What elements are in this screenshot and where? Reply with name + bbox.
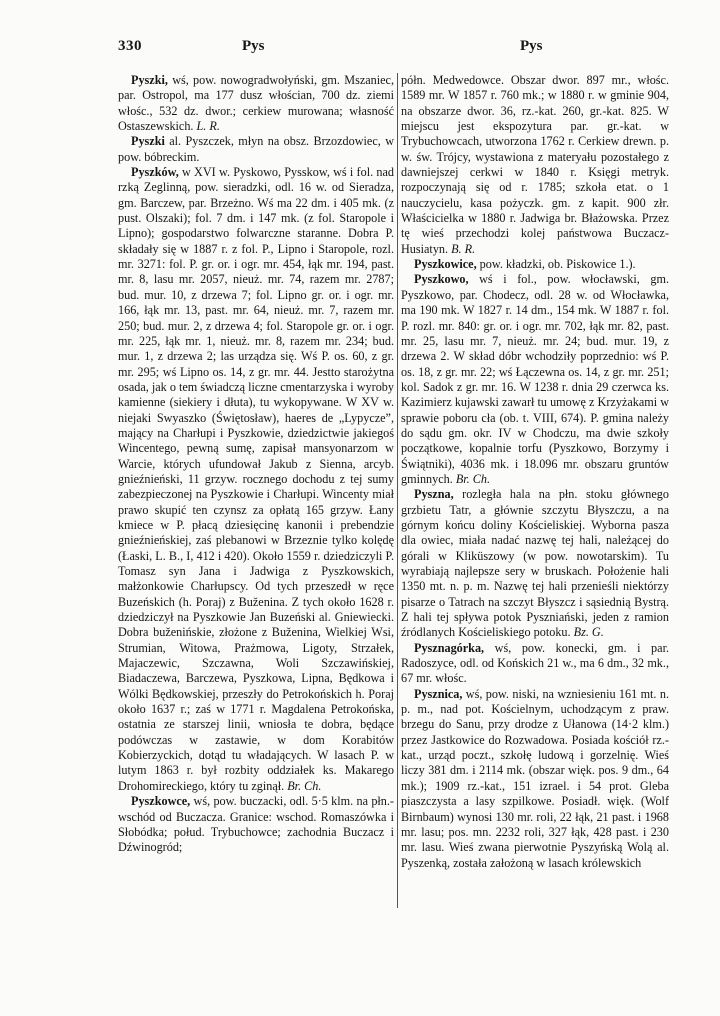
page-header bbox=[0, 38, 720, 60]
entry-pyszna bbox=[401, 487, 669, 640]
entry-signature: L. R. bbox=[196, 119, 220, 134]
entry-text: półn. Medwedowce. Obszar dwor. 897 mr., włośc. 1589 mr. W 1857 r. 760 mk.; w 1880 r. w gminie 904, na obszarze dwor. 36, rz.-kat. 260, gr.-kat. 825. W miejscu jest ekspozytura par. gr.-kat. w Trybuchowcach, utworzona 1762 r. Cerkiew drewn. p. w. św. Trójcy, wystawiona z materyału pozostałego z dawniejszej cerkwi w 1840 r. Księgi metryk. rozpoczynają się od r. 1785; szkoła etat. o 1 nauczycielu, kasa pożyczk. gm. z kapit. 900 złr. Właścicielka w 1880 r. Jadwiga br. Błażowska. Przez tę wieś przechodzi kolej państwowa Buczacz-Husiatyn. bbox=[401, 73, 669, 256]
entry-pyszkowce bbox=[118, 794, 394, 855]
entry-text: w XVI w. Pyskowo, Pysskow, wś i fol. nad rzką Zeglinną, pow. sieradzki, odl. 16 w. od Sieradza, gm. Barczew, par. Brzeżno. Wś ma 22 dm. i 405 mk. (z pust. Olszaki); fol. 7 dm. i 147 mk. (z fol. Staropole i Lipno); gospodarstwo folwarczne staranne. Dobra P. składały się w 1887 r. z fol. P., Lipno i Staropole, rozl. mr. 3271: fol. P. gr. or. i ogr. mr. 454, łąk mr. 194, past. mr. 8, lasu mr. 2057, nieuż. mr. 74, razem mr. 2787; bud. mur. 10, z drzewa 7; fol. Lipno gr. or. i ogr. mr. 166, łąk mr. 13, past. mr. 64, nieuż. mr. 7, razem mr. 250; bud. mur. 2, z drzewa 4; fol. Staropole gr. or. i ogr. mr. 225, łąk mr. 1, nieuż. mr. 8, razem mr. 234; bud. mur. 1, z drzewa 2; las urządza się. Wś P. os. 60, z gr. mr. 295; wś Lipno os. 14, z gr. mr. 44. Jestto starożytna osada, jak o tem świadczą liczne cmentarzyska i wyroby kamienne (siekiery i dłuta), tu wykopywane. W XV w. niejaki Swyaszko (Świętosław), haeres de „Lypycze”, mający na Charłupi i Pyszkowie, dziedzictwie jakiegoś Wincentego, pewną sumę, zapisał mansyonarzom w Warcie, których ufundował Jakub z Sienna, arcyb. gnieźnieński, 11 grzyw. rocznego dochodu z tej sumy zabezpieczonej na Pyszkowie i Charłupi. Wincenty miał prawo skupić ten czynsz za opłatą 165 grzyw. Łany kmiece w P. płacą dziesięcinę kanonii i prebendzie gnieźnieńskiej, zaś plebanowi w Brzeznie tylko kolędę (Łaski, L. B., I, 412 i 420). Około 1559 r. dziedziczyli P. Tomasz syn Jana i Jadwiga z Pyszkowskich, małżonkowie Charłupscy. Od tych przeszedł w ręce Buzeńskich (h. Poraj) z Buženina. Z tych około 1628 r. dziedziczył na Pyszkowie Jan Buzeński al. Gniewiecki. Dobra buženińskie, złożone z Buženina, Wielkiej Wsi, Strumian, Witowa, Prażmowa, Ligoty, Strzałek, Majaczewic, Szczawna, Woli Szczawińskiej, Biadaczewa, Barczewa, Pyszkowa, Lipna, Będkowa i Wólki Będkowskiej, przeszły do Petrokońskich h. Poraj około 1637 r.; zaś w 1771 r. Magdalena Petrokońska, ostatnia ze starszej linii, wniosła te dobra, będące podówczas w zastawie, w dom Korabitów Kobierzyckich, dotąd tu władających. W lasach P. w lutym 1863 r. był rozbity oddziałek ks. Makarego Drohomireckiego, który tu zginął. bbox=[118, 165, 394, 793]
left-column bbox=[118, 73, 394, 973]
entry-text: al. Pyszczek, młyn na obsz. Brzozdowiec, w pow. bóbreckim. bbox=[118, 134, 394, 164]
running-headword-right: Pys bbox=[520, 38, 543, 54]
entry-term: Pyszki bbox=[131, 134, 165, 149]
entry-pysznagorka bbox=[401, 641, 669, 687]
entry-term: Pyszki, bbox=[131, 73, 168, 87]
entry-term: Pyszków, bbox=[131, 165, 179, 180]
entry-pyszkow bbox=[118, 165, 394, 794]
entry-signature: Br. Ch. bbox=[287, 778, 322, 793]
right-column bbox=[401, 73, 669, 973]
column-divider bbox=[397, 73, 398, 908]
entry-term: Pysznagórka, bbox=[414, 640, 485, 655]
entry-text: rozległa hala na płn. stoku głównego grzbietu Tatr, a głównie szczytu Błyszczu, a na górnym końcu doliny Kościeliskiej. Wyborna pasza dla owiec, miała nadać nazwę tej hali, należącej do górali w Kliküszowy (w pow. nowotarskim). Tu wyrabiają najlepsze sery w bruskach. Położenie hali 1350 mt. n. p. m. Nazwę tej hali przenieśli niektórzy pisarze o Tatrach na szczyt Błyszcz i sąsiednią Bystrą. Z hali tej spływa potok Pyszniański, jeden z ramion źródlanych Kościeliskiego potoku. bbox=[401, 487, 669, 640]
entry-text: pow. kładzki, ob. Piskowice 1.). bbox=[476, 257, 636, 272]
entry-signature: Bz. G. bbox=[573, 625, 604, 640]
entry-term: Pyszkowce, bbox=[131, 794, 191, 809]
entry-term: Pyszkowo, bbox=[414, 272, 469, 287]
entry-term: Pysznica, bbox=[414, 686, 463, 701]
entry-term: Pyszna, bbox=[414, 487, 454, 502]
entry-text: wś, pow. nowogradwołyński, gm. Mszaniec, par. Ostropol, ma 177 dusz włościan, 700 dz. ziemi włośc., 532 dz. dwor.; cerkiew murowana; własność Ostaszewskich. bbox=[118, 73, 394, 134]
entry-pyszki-1 bbox=[118, 73, 394, 134]
entry-signature: Br. Ch. bbox=[455, 471, 491, 486]
entry-text: wś i fol., pow. włocławski, gm. Pyszkowo, par. Chodecz, odl. 28 w. od Włocławka, ma 190 mk. W 1827 r. 14 dm., 154 mk. W 1887 r. fol. P. rozl. mr. 840: gr. or. i ogr. mr. 702, łąk mr. 82, past. mr. 25, lasu mr. 7, nieuż. mr. 24; bud. mur. 19, z drzewa 2. W skład dóbr wchodziły poprzednio: wś P. os. 18, z gr. mr. 22; wś Łączewna os. 14, z gr. mr. 251; kol. Sadok z gr. mr. 16. W 1238 r. dnia 29 czerwca ks. Kazimierz kujawski zawarł tu umowę z Krzyżakami w sprawie poboru cła (ob. t. VIII, 674). P. gmina należy do sądu gm. okr. IV w Chodczu, ma dwie szkoły początkowe, kopalnie torfu (Pyszkowo, Borzymy i Świątniki), 4036 mk. i 18.096 mr. obszaru gruntów gminnych. bbox=[401, 272, 669, 486]
entry-text: wś, pow. buczacki, odl. 5·5 klm. na płn.-wschód od Buczacza. Granice: wschod. Romaszówka i Słobódka; połud. Trybuchowce; zachodnia Buczacz i Dźwinogród; bbox=[118, 794, 394, 855]
entry-pyszkowo bbox=[401, 272, 669, 487]
entry-term: Pyszkowice, bbox=[414, 257, 477, 272]
entry-text: wś, pow. konecki, gm. i par. Radoszyce, odl. od Końskich 21 w., ma 6 dm., 32 mk., 67 mr. włośc. bbox=[401, 640, 669, 686]
running-headword-left: Pys bbox=[242, 38, 265, 54]
entry-pysznica bbox=[401, 687, 669, 871]
entry-pyszki-2 bbox=[118, 134, 394, 165]
entry-text: wś, pow. niski, na wzniesieniu 161 mt. n. p. m., nad pot. Kościelnym, uchodzącym z praw. brzegu do Sanu, przy drodze z Ułanowa (14·2 klm.) przez Jastkowice do Rozwadowa. Posiada kościół rz.-kat., urząd poczt., szkołę ludową i gorzelnię. Wieś liczy 381 dm. i 2114 mk. (obszar więk. pos. 9 dm., 64 mk.); 1909 rz.-kat., 151 izrael. i 54 prot. Gleba piaszczysta a lasy szpilkowe. Posiadł. więk. (Wolf Birnbaum) wynosi 130 mr. roli, 22 łąk, 21 past. i 1968 mr. lasu; pos. mn. 2232 roli, 327 łąk, 428 past. i 230 mr. lasu. Wieś zwana pierwotnie Pyszyńską Wolą al. Pyszenką, została założoną w lasach królewskich bbox=[401, 686, 669, 870]
entry-signature: B. R. bbox=[451, 241, 476, 256]
page-number: 330 bbox=[118, 38, 142, 54]
entry-pyszkowce-continued bbox=[401, 73, 669, 257]
entry-pyszkowice bbox=[401, 257, 669, 272]
